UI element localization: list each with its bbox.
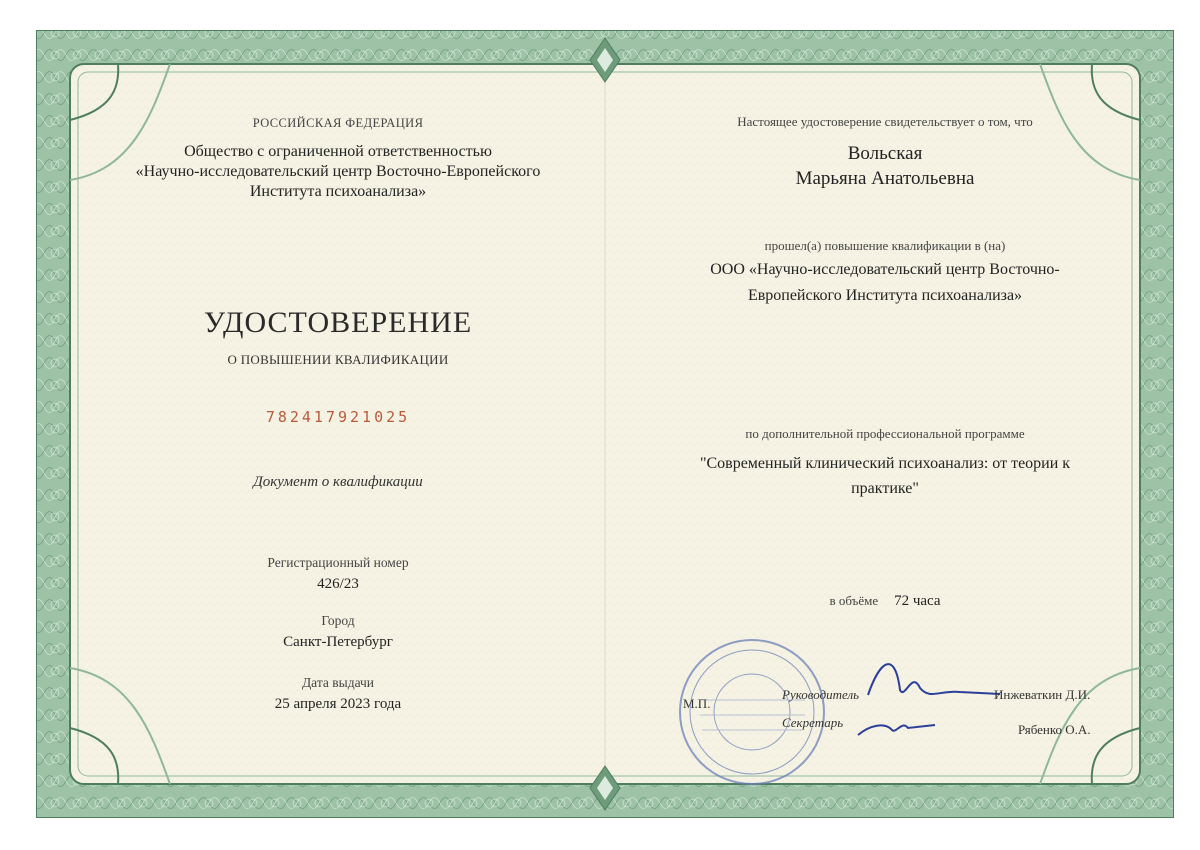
organization-line-2: «Научно-исследовательский центр Восточно-Европейского — [135, 163, 541, 180]
reg-number: 426/23 — [317, 576, 359, 592]
surname: Вольская — [847, 143, 923, 164]
volume-row — [635, 591, 1135, 610]
director-label: Руководитель — [782, 687, 860, 702]
secretary-name: Рябенко О.А. — [1018, 722, 1091, 737]
issue-date-label: Дата выдачи — [301, 675, 375, 690]
right-organization-line-2: Европейского Института психоанализа» — [747, 287, 1023, 304]
document-title: УДОСТОВЕРЕНИЕ — [203, 306, 473, 339]
city: Санкт-Петербург — [283, 634, 393, 650]
intro-text: Настоящее удостоверение свидетельствует о том, что — [737, 114, 1033, 129]
program-name-line-1: "Современный клинический психоанализ: от теории к — [699, 455, 1071, 472]
volume-value: 72 часа — [894, 593, 941, 609]
city-label: Город — [321, 613, 355, 628]
document-type: Документ о квалификации — [253, 474, 423, 490]
completed-label: прошел(а) повышение квалификации в (на) — [764, 238, 1006, 253]
organization-line-1: Общество с ограниченной ответственностью — [184, 143, 492, 160]
program-name-line-2: практике" — [851, 480, 919, 497]
issue-date: 25 апреля 2023 года — [274, 696, 402, 712]
given-names: Марьяна Анатольевна — [795, 168, 975, 189]
right-page — [635, 60, 1135, 780]
reg-number-label: Регистрационный номер — [267, 555, 409, 570]
director-name: Инжеваткин Д.И. — [994, 687, 1091, 702]
volume-label: в объёме — [829, 593, 879, 608]
secretary-label: Секретарь — [782, 715, 844, 730]
right-organization-line-1: ООО «Научно-исследовательский центр Восточно- — [710, 261, 1060, 278]
organization-line-3: Института психоанализа» — [249, 183, 427, 200]
stamp-label: М.П. — [683, 696, 711, 711]
serial-number: 782417921025 — [265, 408, 411, 426]
document-subtitle: О ПОВЫШЕНИИ КВАЛИФИКАЦИИ — [227, 352, 449, 367]
country-label: РОССИЙСКАЯ ФЕДЕРАЦИЯ — [252, 116, 424, 130]
left-page — [88, 60, 588, 780]
program-label: по дополнительной профессиональной программе — [745, 426, 1025, 441]
